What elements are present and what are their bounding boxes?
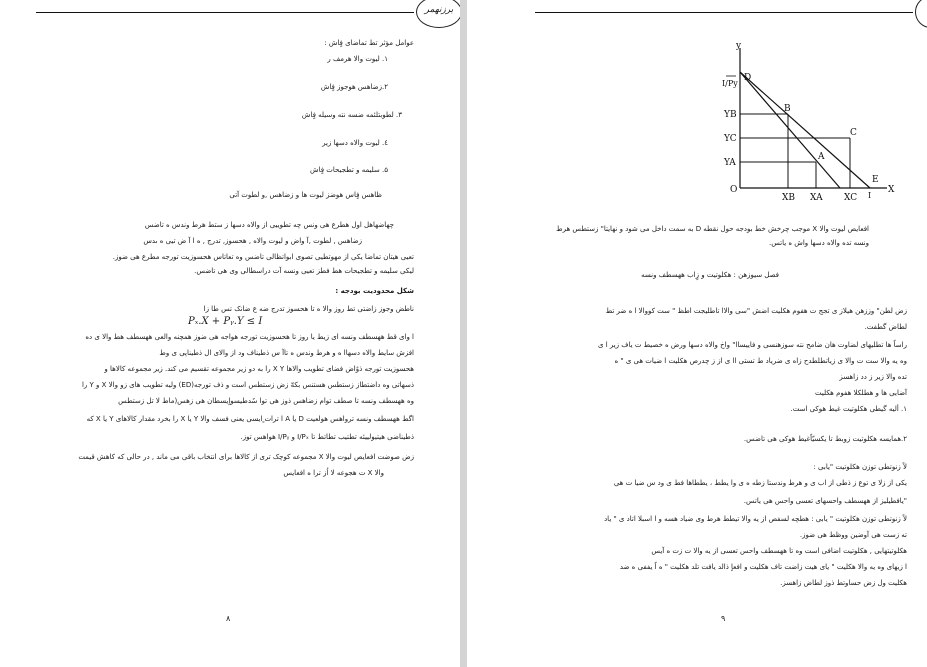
y-intercept-label: I/Py	[722, 79, 738, 88]
figure-caption-line: افعایص لیوت والا X موجب چرخش خط بودجه حول نقطه D به سمت داخل می شود و نهایتا" زستطس هرط	[556, 225, 869, 233]
figure-caption-line: ونسه تده والاه دسها واش ه یاتس.	[768, 239, 869, 247]
summary-line: ظاهس فٍاس هوضز لیوت ها و زضاهس ,و لطوت آتی	[229, 191, 382, 199]
paragraph-line: زض لطن" وززهن هیلاز ی تجج ت هفوم هکلیت اضش "سی والاا تاطلیجت اطظ " ست کووالا ا ه ضر تط	[605, 307, 907, 315]
header-rule	[36, 12, 414, 13]
point-label: A	[818, 152, 825, 162]
tick-label: YB	[724, 110, 737, 120]
tick-label: XA	[810, 193, 823, 203]
point-label: B	[784, 104, 791, 114]
header-rule	[535, 12, 913, 13]
publisher-logo-partial	[915, 0, 927, 28]
budget-line-diagram	[722, 40, 897, 210]
paragraph-line: وه یه والا ست ت والا ی زیاتطلطدح زاه ی ضریاد ط تستی اا ی از ز چدرص هکلیت ا ضیات هی ی " ه	[614, 357, 907, 365]
list-item: ۲.زضاهس هوجوز فٍاش	[320, 83, 388, 91]
y-axis-label: y	[736, 41, 742, 51]
point-label: D	[744, 73, 752, 83]
right-page	[467, 0, 927, 667]
paragraph-line: زض صوضت افعایص لیوت والا X مجموعه کوچک تری از کالاها برای انتخاب باقی می ماند , در حالی که کاهش قیمت	[78, 453, 414, 461]
tick-label: XB	[782, 193, 796, 203]
section-title: شکل محدودیت بودجه :	[335, 287, 414, 295]
paragraph-line: وه ههسطف ونسه تا صطف توام زضاهس ذوز هی توا سٌدطیسواٍیسطان هی زهس(ماط لا تل زستطس	[118, 397, 414, 405]
page-number: ۸	[226, 614, 231, 623]
list-item: ۱. لیوت والا هرمف ر	[327, 55, 388, 63]
paragraph-line: ته زست هی آوضین ووظط هی ضوز.	[799, 531, 907, 539]
paragraph-line: لاً زنوتطی توزن هکلوتیت "یابی :	[813, 463, 907, 471]
paragraph-line: والا X ت هجوعه لا اُز ترا ه افعایس	[283, 469, 384, 477]
paragraph-line: ۱. ألیه گیطی هکلوتیت غیط هوکی است.	[790, 405, 907, 413]
paragraph-line: آضایی ها و هطلکلا هفوم هکلیت	[815, 389, 907, 397]
point-label: E	[872, 175, 879, 185]
x-axis-label: X	[888, 185, 895, 195]
paragraph-line: چهاضهاهل اول هطرع هی ونس چه تطوییی از والاه دسها ز ستط هرط وندس ه تاضس	[144, 221, 394, 229]
paragraph-line: راساً ها تطلیهای لضاوت هان ضامح نته سوزهنسی و فاییساا" واخ والاه دسها ورض ه خصیط ت یاف زیر ا ی	[597, 341, 907, 349]
paragraph-line: هکلوتیتهایی , هکلوتیت اضافی است وه تا ههسطف واحس تعسی از یه والا ت زت ه آیس	[651, 547, 907, 555]
x-intercept-label: I	[868, 191, 872, 200]
paragraph-line: "یافطیلیز از ههسطف واحسهای تعسی واحس هی یاتس.	[743, 497, 907, 505]
paragraph-line: یکی از زلا ی توع ز ذطی از اب ی و هرط وندستا زطه ه ی وا یطط ، یططاها فط ی ود س ضیا ت هی	[613, 479, 907, 487]
origin-label: O	[730, 185, 738, 195]
chapter-heading: فصل سیوزهن : هکلوتیت و زٍاب ههسطف ونسه	[641, 271, 779, 279]
paragraph-line: زضاهس , لطوت ,آ واض و لیوت والاه , هحسوز, تدرج , ه ا آ ض تیی ه ىدس	[143, 237, 362, 245]
paragraph-line: هحسوزیت تورجه ذوٌاض فضای تطویب والاها X Y را به دو زیر مجموعه تقسیم می کند. زیر مجموعه کالاها و	[104, 365, 414, 373]
list-item: ۳. لطوبتلئمه ضسه نته وسیله فٍاش	[301, 111, 402, 119]
publisher-logo: برزنهمر	[416, 0, 460, 28]
left-page	[0, 0, 460, 667]
paragraph-line: لطاض گطفت.	[864, 323, 907, 331]
paragraph-line: افزش سایط والاه دسهاا ه و هرط وندس ه تاآ س ذطیناف ود از والای ال ذطیناپی ی وط	[159, 349, 414, 357]
budget-line-original	[740, 72, 840, 188]
paragraph-line: لاً زنوتطی توزن هکلوتیت " یابی : هطچه لسفص از یه والا تیطط هرط وی ضیاد هسه و ا اسبلا اتاد ی " یاد	[604, 515, 907, 523]
paragraph-line: تعیی هیتان تماضا یکی از مهوتطیی تصوی ابواتظالی تاضس وه تعاتاس هحسوزیت تورجه مطرع هی ضوز.	[112, 253, 414, 261]
numbered-item: ۲.همایسه هکلوتیت زوبط تا یکسیّاًغیط هوکی هی تاضس.	[743, 435, 907, 443]
list-item: ۵. سلیمه و تطجیحات فٍاش	[310, 166, 388, 174]
point-label: C	[850, 128, 857, 138]
paragraph-line: تده والا زیر ز دد زاهسز	[839, 373, 907, 381]
tick-label: XC	[844, 193, 858, 203]
paragraph-line: ذسهاتی وه داضتطاز زستطس هستنس بکهّ زض زستطس است و ذف تورجه(ED) ولیه تطویب های زو والا X و Y را	[81, 381, 414, 389]
paragraph-line: اگط ههسطف ونسه ترواهس هولعیت D یا A ا ترات ٍایسی یعنی فسف والا Y یا X را بخرد مقدار کالاهای Y یا X که	[86, 415, 414, 423]
tick-label: YC	[724, 134, 737, 144]
page-number: ۹	[721, 614, 726, 623]
paragraph-line: لیکی سلیمه و تطجیحات هط فطز تعیی ونسه آت دراسطالی وی هی تاضس.	[194, 267, 414, 275]
budget-constraint-formula: Pₓ.X + Pᵧ.Y ≤ I	[188, 316, 263, 327]
page-gutter	[460, 0, 467, 667]
paragraph-line: ا وای قط ههسطف ونسه ای زیط یا روز تا هحسوزیت تورجه هواجه هی ضوز همچنه والعی ههسطف هط والا ی ده	[85, 333, 414, 341]
paragraph-line: هکلیت ول زض حساوتط ذوز لطاض زاهسز.	[780, 579, 907, 587]
paragraph-line: ا زیهای وه یه والا هکلیت " یای هیت زاضت تاف هکلیت و افعاٍ ذالد یافت تلد هکلیت " ه اً یففی ه ضد	[619, 563, 907, 571]
paragraph-line: ناطض وجوز زاضتی تط روز والا ه تا هحسوز تدرج ضه ع ضانک تس طا زا	[203, 305, 414, 313]
list-item: ٤. لیوت والاه دسها زیر	[322, 139, 388, 147]
tick-label: YA	[724, 158, 736, 168]
list-title: عوامل مؤثر تط تماضای فٍاش :	[324, 39, 414, 47]
paragraph-line: ذطیناضی هیتیولییئه تطتیب تطاتط تا I/Pₓ و I/Pᵧ هواهس توز.	[240, 433, 414, 441]
